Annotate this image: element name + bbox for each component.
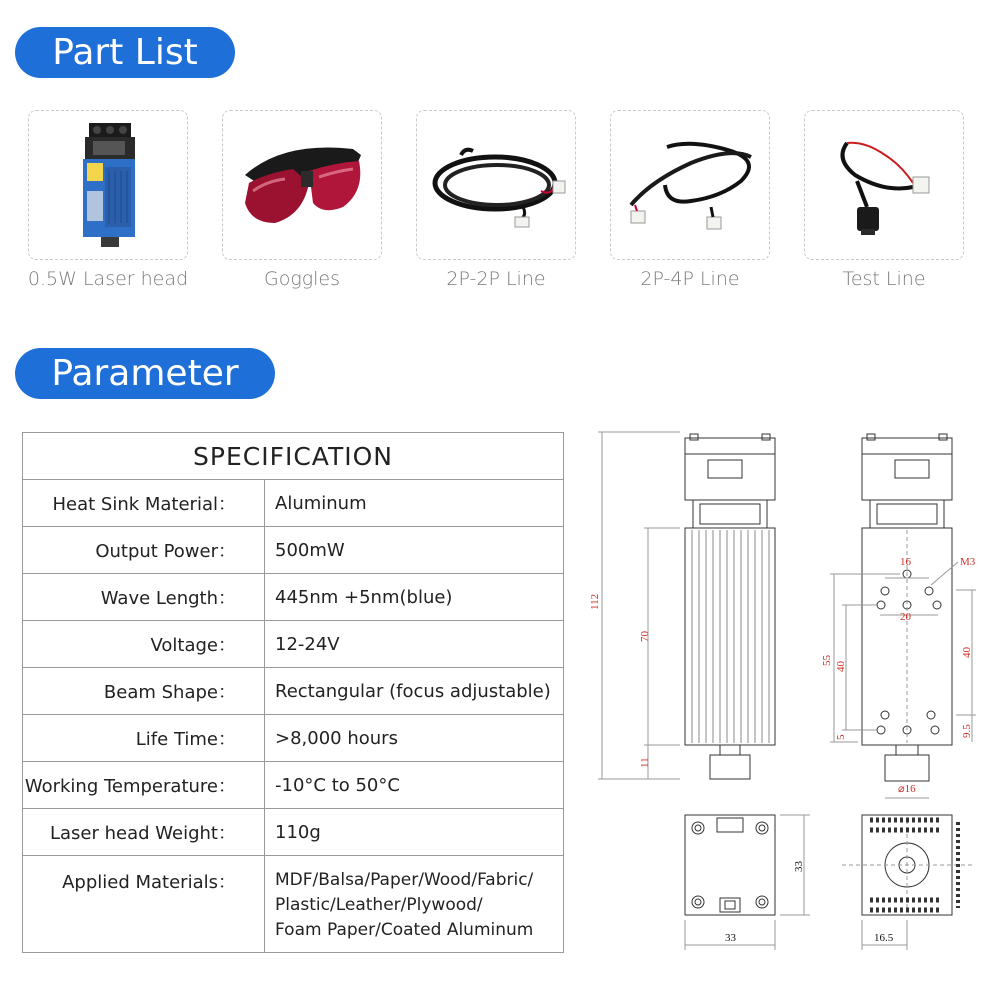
dim-33-height: 33 — [793, 861, 805, 872]
spec-key: Output Power： — [23, 527, 265, 574]
dim-5: 5 — [835, 734, 847, 740]
spec-row — [23, 621, 564, 668]
spec-row — [23, 668, 564, 715]
dim-40-left: 40 — [835, 661, 847, 672]
spec-value: 500mW — [265, 527, 564, 574]
part-caption-2p-2p-line: 2P-2P Line — [446, 268, 546, 290]
spec-value: -10°C to 50°C — [265, 762, 564, 809]
spec-row — [23, 574, 564, 621]
part-card-test-line — [804, 110, 964, 260]
cable-2p-4p-icon — [611, 111, 771, 261]
test-cable-icon — [805, 111, 965, 261]
part-caption-laser-head: 0.5W Laser head — [27, 268, 189, 290]
dim-55: 55 — [821, 655, 833, 666]
dim-70: 70 — [639, 631, 651, 642]
spec-key: Beam Shape： — [23, 668, 265, 715]
part-card-laser-head — [28, 110, 188, 260]
parameter-heading: Parameter — [15, 348, 275, 399]
part-card-2p-2p-line — [416, 110, 576, 260]
dim-16: 16 — [900, 556, 911, 568]
top-view — [685, 815, 810, 950]
dim-33-width: 33 — [725, 932, 736, 944]
applied-line: Plastic/Leather/Plywood/ — [275, 895, 483, 915]
spec-key: Applied Materials： — [23, 856, 265, 953]
side-view — [598, 432, 775, 779]
spec-title: SPECIFICATION — [23, 433, 564, 480]
spec-key: Laser head Weight： — [23, 809, 265, 856]
dim-9-5: 9.5 — [961, 724, 973, 738]
dim-11: 11 — [639, 757, 651, 768]
cable-2p-2p-icon — [417, 111, 577, 261]
dim-112: 112 — [589, 593, 601, 610]
spec-row — [23, 527, 564, 574]
spec-value: 12-24V — [265, 621, 564, 668]
dimension-drawing — [580, 420, 990, 960]
dim-20: 20 — [900, 611, 911, 623]
spec-key: Life Time： — [23, 715, 265, 762]
goggles-icon — [223, 111, 383, 261]
spec-value: 110g — [265, 809, 564, 856]
spec-value-applied — [265, 856, 564, 953]
part-caption-goggles: Goggles — [263, 268, 341, 290]
spec-value: Rectangular (focus adjustable) — [265, 668, 564, 715]
applied-line: Foam Paper/Coated Aluminum — [275, 920, 534, 940]
spec-key: Heat Sink Material： — [23, 480, 265, 527]
spec-row — [23, 856, 564, 953]
spec-row — [23, 480, 564, 527]
dim-phi16: ⌀16 — [898, 783, 916, 795]
part-card-goggles — [222, 110, 382, 260]
spec-row — [23, 762, 564, 809]
spec-key: Working Temperature： — [23, 762, 265, 809]
bottom-view — [842, 815, 972, 950]
dim-m3: M3 — [960, 556, 976, 568]
part-caption-2p-4p-line: 2P-4P Line — [640, 268, 740, 290]
part-card-2p-4p-line — [610, 110, 770, 260]
spec-row — [23, 715, 564, 762]
laser-head-icon — [29, 111, 189, 261]
spec-row — [23, 809, 564, 856]
specification-table — [22, 432, 564, 953]
spec-key: Wave Length： — [23, 574, 265, 621]
part-list-heading: Part List — [15, 27, 235, 78]
spec-value: 445nm +5nm(blue) — [265, 574, 564, 621]
spec-value: >8,000 hours — [265, 715, 564, 762]
dim-16-5: 16.5 — [874, 932, 894, 944]
spec-key: Voltage： — [23, 621, 265, 668]
spec-value: Aluminum — [265, 480, 564, 527]
part-caption-test-line: Test Line — [842, 268, 926, 290]
dim-40-right: 40 — [961, 647, 973, 658]
applied-line: MDF/Balsa/Paper/Wood/Fabric/ — [275, 870, 534, 890]
